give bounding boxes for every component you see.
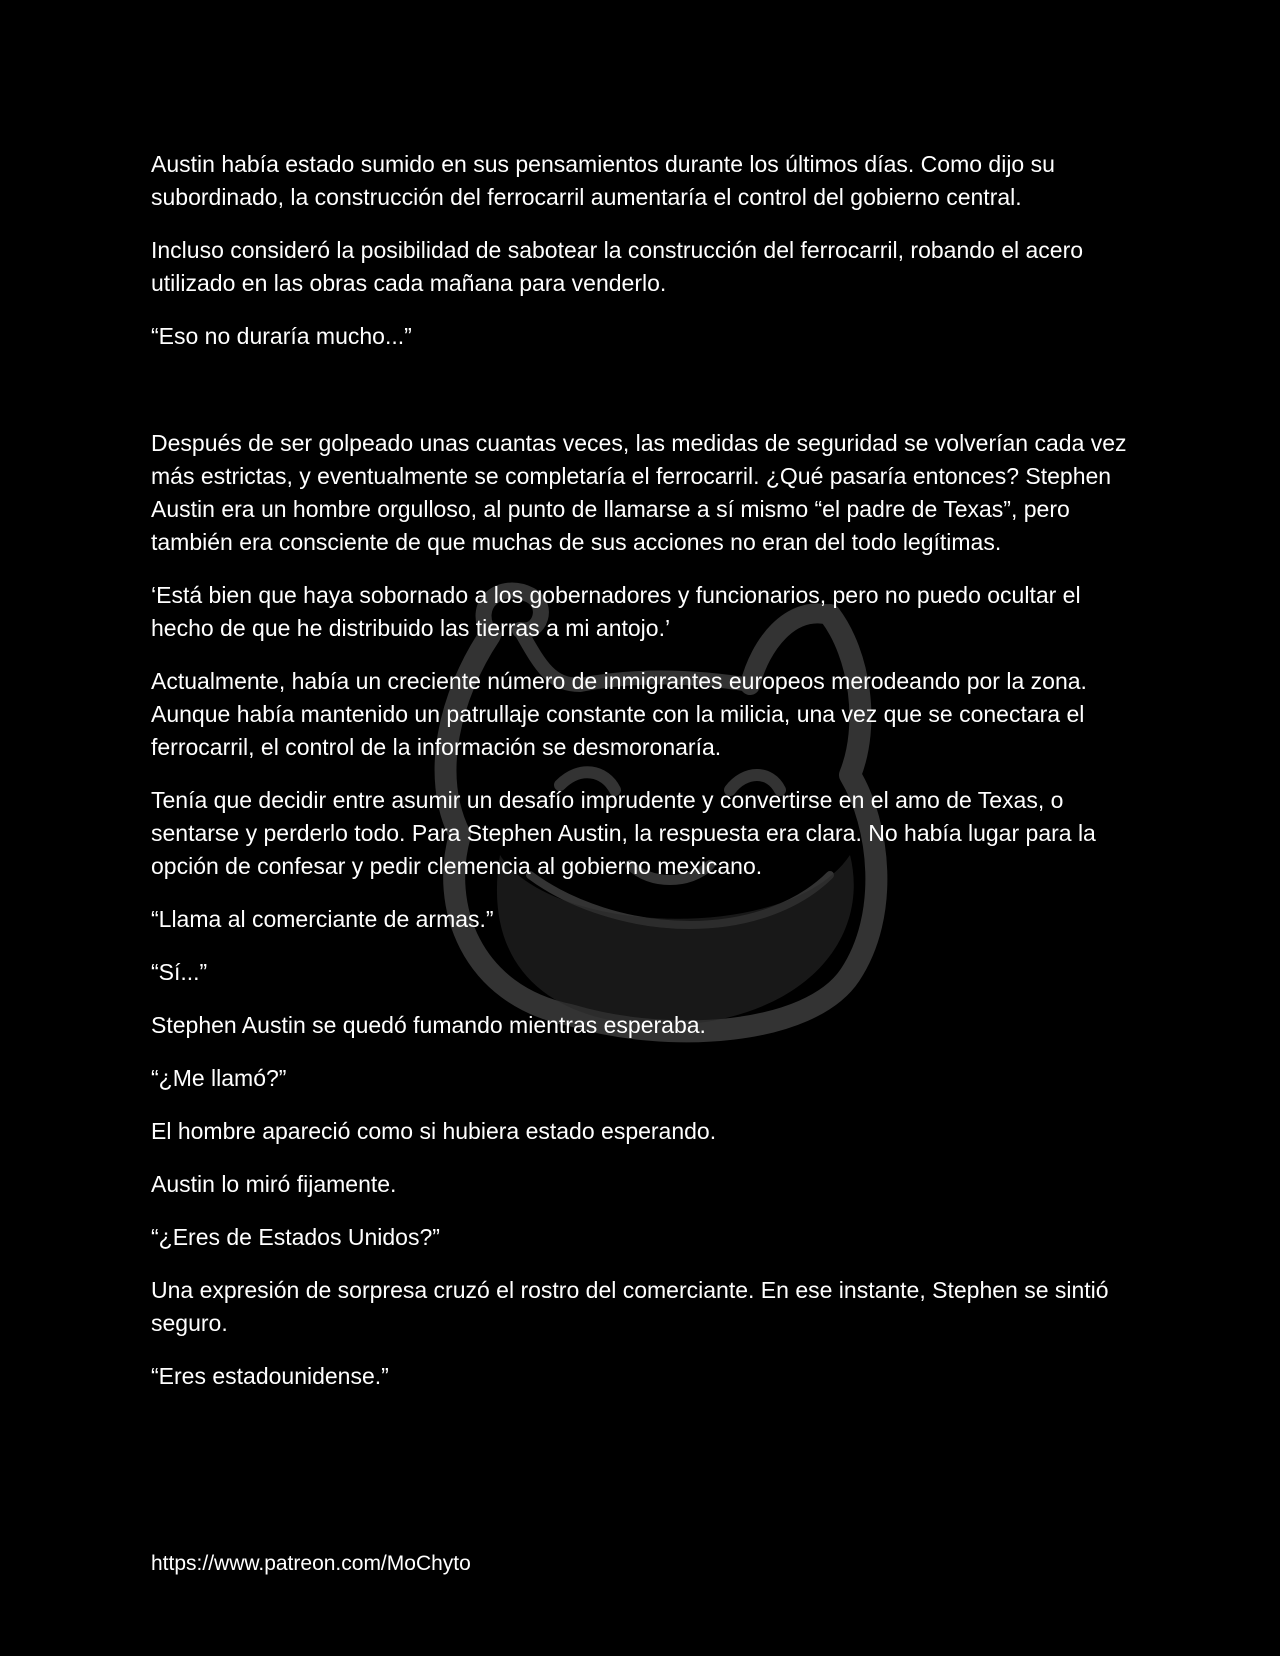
document-body xyxy=(151,148,1141,1413)
paragraph: “¿Me llamó?” xyxy=(151,1065,287,1091)
paragraph: “Eres estadounidense.” xyxy=(151,1363,389,1389)
paragraph: Actualmente, había un creciente número de inmigrantes europeos merodeando por la zona. Aunque había mantenido un patrullaje constante con la milicia, una vez que se conectara el ferrocarril, el control de la información se desmoronaría. xyxy=(151,668,1087,760)
paragraph: Austin había estado sumido en sus pensamientos durante los últimos días. Como dijo su subordinado, la construcción del ferrocarril aumentaría el control del gobierno central. xyxy=(151,151,1055,210)
paragraph: Austin lo miró fijamente. xyxy=(151,1171,397,1197)
paragraph: Tenía que decidir entre asumir un desafío imprudente y convertirse en el amo de Texas, o sentarse y perderlo todo. Para Stephen Austin, la respuesta era clara. No había lugar para la opción de confesar y pedir clemencia al gobierno mexicano. xyxy=(151,787,1096,879)
paragraph: “Llama al comerciante de armas.” xyxy=(151,906,494,932)
paragraph: ‘Está bien que haya sobornado a los gobernadores y funcionarios, pero no puedo ocultar el hecho de que he distribuido las tierras a mi antojo.’ xyxy=(151,582,1081,641)
paragraph: Una expresión de sorpresa cruzó el rostro del comerciante. En ese instante, Stephen se sintió seguro. xyxy=(151,1277,1109,1336)
paragraph: El hombre apareció como si hubiera estado esperando. xyxy=(151,1118,717,1144)
paragraph: Stephen Austin se quedó fumando mientras esperaba. xyxy=(151,1012,706,1038)
paragraph: “¿Eres de Estados Unidos?” xyxy=(151,1224,440,1250)
paragraph: Después de ser golpeado unas cuantas veces, las medidas de seguridad se volverían cada vez más estrictas, y eventualmente se completaría el ferrocarril. ¿Qué pasaría entonces? Stephen Austin era un hombre orgulloso, al punto de llamarse a sí mismo “el padre de Texas”, pero también era consciente de que muchas de sus acciones no eran del todo legítimas. xyxy=(151,430,1127,555)
patreon-link[interactable]: https://www.patreon.com/MoChyto xyxy=(151,1552,471,1575)
paragraph: “Eso no duraría mucho...” xyxy=(151,323,412,349)
paragraph: “Sí...” xyxy=(151,959,208,985)
paragraph: Incluso consideró la posibilidad de sabotear la construcción del ferrocarril, robando el acero utilizado en las obras cada mañana para venderlo. xyxy=(151,237,1084,296)
